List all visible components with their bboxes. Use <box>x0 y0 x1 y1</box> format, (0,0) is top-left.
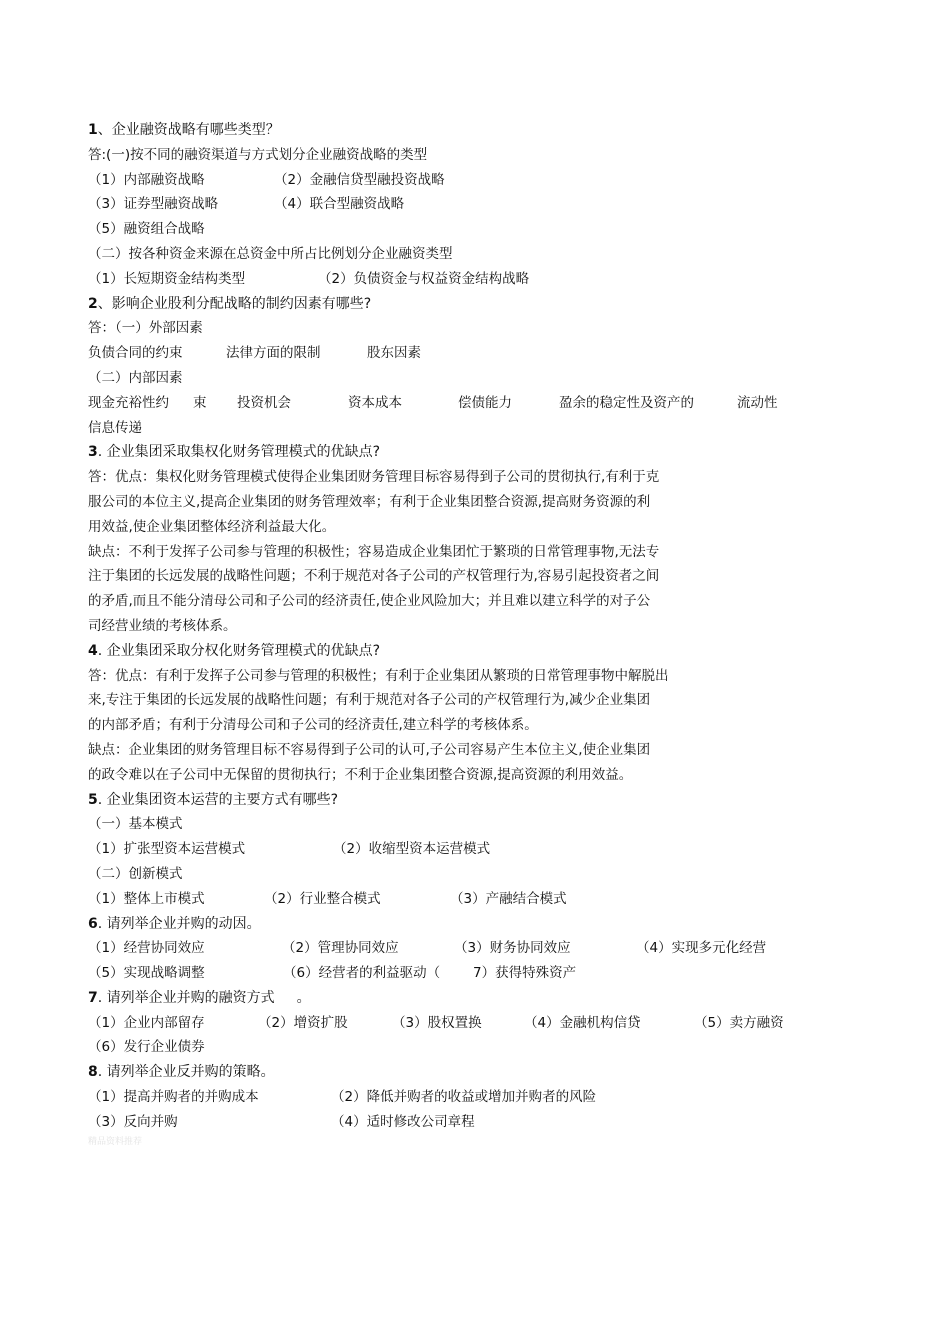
option-item: （1）扩张型资本运营模式 <box>88 841 246 858</box>
option-item: （3）产融结合模式 <box>450 890 567 907</box>
paragraph-line: 的政令难以在子公司中无保留的贯彻执行；不利于企业集团整合资源,提高资源的利用效益。 <box>88 766 633 783</box>
question-title: . 请列举企业反并购的策略。 <box>97 1064 275 1081</box>
factor-item: 资本成本 <box>348 394 402 411</box>
question-3-heading <box>88 440 808 465</box>
answer-intro: 答：（一）外部因素 <box>88 320 203 337</box>
option-item: （2）增资扩股 <box>258 1014 348 1031</box>
option-row <box>88 267 808 292</box>
option-row <box>88 837 808 862</box>
option-item: （1）长短期资金结构类型 <box>88 270 246 287</box>
question-title: . 企业集团采取集权化财务管理模式的优缺点? <box>97 444 381 461</box>
factor-item: 法律方面的限制 <box>226 345 321 362</box>
option-row <box>88 1011 808 1036</box>
paragraph-line: 的内部矛盾；有利于分清母公司和子公司的经济责任,建立科学的考核体系。 <box>88 717 538 734</box>
option-item: （2）行业整合模式 <box>264 890 381 907</box>
factor-item: 股东因素 <box>367 345 421 362</box>
factor-item: 负债合同的约束 <box>88 345 183 362</box>
question-title: . 请列举企业并购的动因。 <box>97 915 261 932</box>
paragraph-line: 服公司的本位主义,提高企业集团的财务管理效率；有利于企业集团整合资源,提高财务资源的利 <box>88 493 651 510</box>
option-row <box>88 1085 808 1110</box>
option-item: （1）整体上市模式 <box>88 890 205 907</box>
option-item: 7）获得特殊资产 <box>473 965 577 982</box>
paragraph-line: 缺点：不利于发挥子公司参与管理的积极性；容易造成企业集团忙于繁琐的日常管理事物,无法专 <box>88 543 660 560</box>
footer-watermark: 精品资料推荐 <box>88 1136 143 1147</box>
question-6-heading <box>88 912 808 937</box>
paragraph-line: 注于集团的长远发展的战略性问题；不利于规范对各子公司的产权管理行为,容易引起投资者之间 <box>88 568 660 585</box>
option-row <box>88 936 808 961</box>
option-item: （6）发行企业债券 <box>88 1039 205 1056</box>
question-number: 2 <box>88 295 98 312</box>
option-item: （4）联合型融资战略 <box>274 196 405 213</box>
question-5-heading <box>88 788 808 813</box>
question-title: . 企业集团资本运营的主要方式有哪些? <box>97 791 339 808</box>
option-item: （2）管理协同效应 <box>282 940 399 957</box>
option-item: （6）经营者的利益驱动（ <box>283 965 441 982</box>
option-item: （1）内部融资战略 <box>88 171 205 188</box>
paragraph-line: 答：优点：集权化财务管理模式使得企业集团财务管理目标容易得到子公司的贯彻执行,有利于克 <box>88 469 660 486</box>
option-row <box>88 168 808 193</box>
option-item: （2）降低并购者的收益或增加并购者的风险 <box>331 1089 597 1106</box>
option-row <box>88 217 808 242</box>
option-item: （3）财务协同效应 <box>454 940 571 957</box>
answer-subheading: （二）创新模式 <box>88 865 183 882</box>
option-item: （2）收缩型资本运营模式 <box>333 841 491 858</box>
option-row <box>88 192 808 217</box>
option-item: （1）企业内部留存 <box>88 1014 205 1031</box>
option-item: （4）实现多元化经营 <box>636 940 767 957</box>
paragraph-line: 的矛盾,而且不能分清母公司和子公司的经济责任,使企业风险加大；并且难以建立科学的对子公 <box>88 593 651 610</box>
factor-item: 盈余的稳定性及资产的 <box>559 394 694 411</box>
paragraph-line: 答：优点：有利于发挥子公司参与管理的积极性；有利于企业集团从繁琐的日常管理事物中解脱出 <box>88 667 669 684</box>
paragraph-line: 司经营业绩的考核体系。 <box>88 617 237 634</box>
factor-row <box>88 391 808 416</box>
option-row <box>88 961 808 986</box>
option-item: （5）实现战略调整 <box>88 965 205 982</box>
answer-subheading: （二）内部因素 <box>88 369 183 386</box>
paragraph-line: 缺点：企业集团的财务管理目标不容易得到子公司的认可,子公司容易产生本位主义,使企业集团 <box>88 741 651 758</box>
option-item: （5）卖方融资 <box>694 1014 784 1031</box>
option-item: （2）金融信贷型融投资战略 <box>274 171 445 188</box>
question-number: 5 <box>88 791 98 808</box>
option-item: （4）适时修改公司章程 <box>331 1113 475 1130</box>
question-title: 、企业融资战略有哪些类型？ <box>97 122 280 138</box>
answer-subheading: （一）基本模式 <box>88 816 183 833</box>
document-body <box>88 118 808 1149</box>
paragraph-line: 用效益,使企业集团整体经济利益最大化。 <box>88 518 336 535</box>
factor-item: 投资机会 <box>237 394 291 411</box>
question-number: 4 <box>88 642 98 659</box>
question-7-heading <box>88 986 808 1011</box>
factor-item: 束 <box>193 394 207 411</box>
option-item: （3）反向并购 <box>88 1113 178 1130</box>
factor-row <box>88 341 808 366</box>
question-1-heading <box>88 118 808 143</box>
factor-item: 偿债能力 <box>458 394 512 411</box>
title-punctuation: 。 <box>296 989 311 1006</box>
answer-intro: 答:(一)按不同的融资渠道与方式划分企业融资战略的类型 <box>88 146 428 163</box>
option-item: （1）经营协同效应 <box>88 940 205 957</box>
question-title: . 请列举企业并购的融资方式 <box>97 989 275 1006</box>
option-item: （1）提高并购者的并购成本 <box>88 1089 259 1106</box>
option-item: （4）金融机构信贷 <box>524 1014 641 1031</box>
question-title: . 企业集团采取分权化财务管理模式的优缺点? <box>97 642 381 659</box>
question-number: 6 <box>88 915 98 932</box>
question-title: 、影响企业股利分配战略的制约因素有哪些? <box>97 295 372 312</box>
factor-item: 信息传递 <box>88 419 142 436</box>
factor-item: 流动性 <box>737 394 778 411</box>
option-item: （2）负债资金与权益资金结构战略 <box>318 270 530 287</box>
question-number: 7 <box>88 989 98 1006</box>
option-row <box>88 1035 808 1060</box>
option-row <box>88 1110 808 1135</box>
paragraph-line: 来,专注于集团的长远发展的战略性问题；有利于规范对各子公司的产权管理行为,减少企业集团 <box>88 692 651 709</box>
option-item: （3）证券型融资战略 <box>88 196 219 213</box>
question-number: 1 <box>88 122 98 138</box>
question-2-heading <box>88 292 808 317</box>
option-item: （3）股权置换 <box>392 1014 482 1031</box>
factor-item: 现金充裕性约 <box>88 394 169 411</box>
answer-subheading: （二）按各种资金来源在总资金中所占比例划分企业融资类型 <box>88 245 453 262</box>
question-number: 3 <box>88 444 98 461</box>
question-8-heading <box>88 1060 808 1085</box>
option-item: （5）融资组合战略 <box>88 221 205 238</box>
question-number: 8 <box>88 1064 98 1081</box>
option-row <box>88 887 808 912</box>
question-4-heading <box>88 639 808 664</box>
